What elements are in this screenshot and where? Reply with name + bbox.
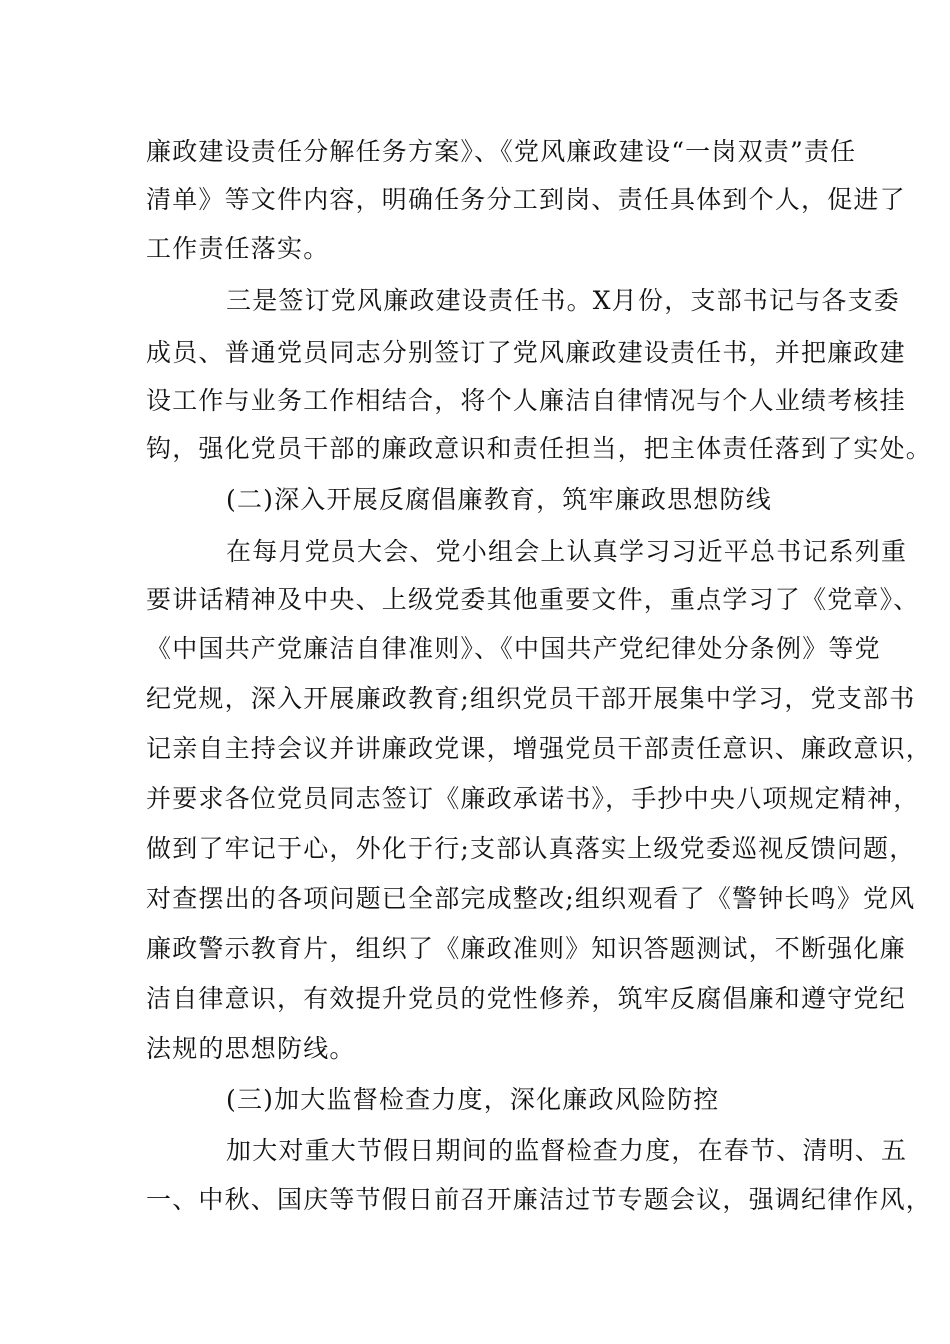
text-line: 成员、普通党员同志分别签订了党风廉政建设责任书，并把廉政建 [146, 338, 906, 367]
text-line: 廉政警示教育片，组织了《廉政准则》知识答题测试，不断强化廉 [146, 934, 906, 963]
text-line: 《中国共产党廉洁自律准则》、《中国共产党纪律处分条例》等党 [146, 634, 881, 663]
text-line: 工作责任落实。 [146, 234, 330, 263]
text-line: 对查摆出的各项问题已全部完成整改;组织观看了《警钟长鸣》党风 [146, 884, 916, 913]
text-line: 清单》等文件内容，明确任务分工到岗、责任具体到个人，促进了 [146, 185, 906, 214]
text-line: 设工作与业务工作相结合，将个人廉洁自律情况与个人业绩考核挂 [146, 386, 906, 415]
text-line: 廉政建设责任分解任务方案》、《党风廉政建设“一岗双责”责任 [146, 137, 857, 166]
text-line: 钩，强化党员干部的廉政意识和责任担当，把主体责任落到了实处。 [146, 434, 933, 463]
text-line: 洁自律意识，有效提升党员的党性修养，筑牢反腐倡廉和遵守党纪 [146, 984, 906, 1013]
text-line: 记亲自主持会议并讲廉政党课，增强党员干部责任意识、廉政意识， [146, 734, 933, 763]
section-heading: (二)深入开展反腐倡廉教育，筑牢廉政思想防线 [226, 485, 772, 514]
text-line: 做到了牢记于心，外化于行;支部认真落实上级党委巡视反馈问题， [146, 834, 916, 863]
text-line: 要讲话精神及中央、上级党委其他重要文件，重点学习了《党章》、 [146, 585, 920, 614]
text-line: 纪党规，深入开展廉政教育;组织党员干部开展集中学习，党支部书 [146, 684, 916, 713]
text-line: 一、中秋、国庆等节假日前召开廉洁过节专题会议，强调纪律作风， [146, 1185, 933, 1214]
section-heading: (三)加大监督检查力度，深化廉政风险防控 [226, 1085, 720, 1114]
text-line: 并要求各位党员同志签订《廉政承诺书》，手抄中央八项规定精神， [146, 784, 920, 813]
paragraph-first-line: 三是签订党风廉政建设责任书。X月份，支部书记与各支委 [226, 286, 901, 315]
paragraph-first-line: 加大对重大节假日期间的监督检查力度，在春节、清明、五 [226, 1136, 908, 1165]
text-line: 法规的思想防线。 [146, 1034, 356, 1063]
paragraph-first-line: 在每月党员大会、党小组会上认真学习习近平总书记系列重 [226, 537, 908, 566]
